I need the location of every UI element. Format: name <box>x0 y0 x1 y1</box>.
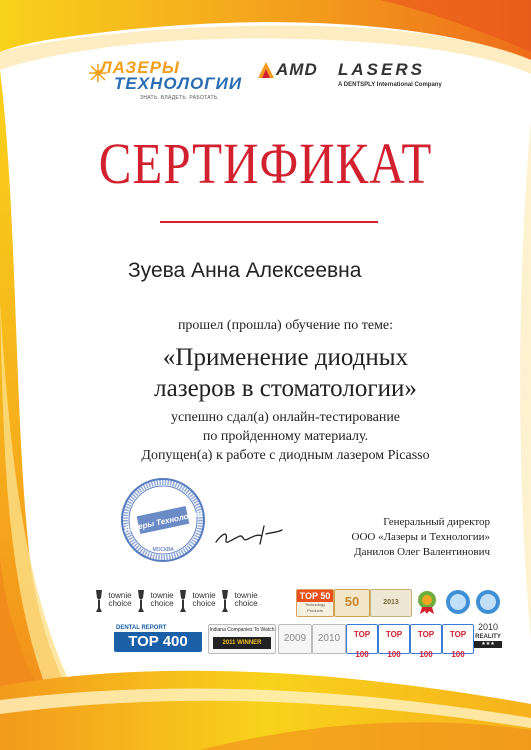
reality-year: 2010 <box>477 622 499 632</box>
top50-sub: Technology Products <box>304 602 326 613</box>
trophy-icon <box>94 588 104 614</box>
lazery-tekhnologii-logo <box>88 58 243 102</box>
fifty-award-badge <box>334 589 370 617</box>
top100-label-1: TOP 100 <box>353 630 371 659</box>
townie-label-2: townie choice <box>150 591 174 608</box>
trophy-icon <box>220 588 230 614</box>
director-org: ООО «Лазеры и Технологии» <box>351 531 490 543</box>
townie-choice-badge <box>218 586 262 616</box>
townie-label-1: townie choice <box>108 591 132 608</box>
award-ribbon-icon <box>412 589 442 615</box>
amd-lasers-logo <box>256 58 456 92</box>
logo-line1: ЛАЗЕРЫ <box>100 58 180 77</box>
top100-label-2: TOP 100 <box>385 630 403 659</box>
best-products-2009-badge <box>278 624 312 654</box>
director-title: Генеральный директор <box>383 516 490 528</box>
reality-stars: ★★★ <box>474 641 502 648</box>
stamp-bottom-text: МОСКВА <box>152 547 174 553</box>
dental-report-label: DENTAL REPORT <box>114 624 202 632</box>
indiana-label: Indiana Companies To Watch <box>209 627 275 633</box>
amd-subtitle: A DENTSPLY International Company <box>338 82 442 88</box>
title-divider <box>160 221 378 223</box>
topic-line2: лазеров в стоматологии» <box>154 375 417 402</box>
completion-text <box>0 408 531 465</box>
best-products-year-2010: 2010 <box>317 633 341 644</box>
body-line2: по пройденному материалу. <box>202 429 369 444</box>
top100-badge <box>378 624 410 659</box>
top50-badge <box>296 589 334 617</box>
amd-flame-icon <box>256 60 276 80</box>
cellerant-badge <box>370 589 412 617</box>
green-award-badge <box>412 589 442 615</box>
townie-label-4: townie choice <box>234 591 258 608</box>
director-signature <box>214 514 284 554</box>
award-50-label: 50 <box>344 594 360 609</box>
indiana-winner-badge <box>208 624 276 654</box>
trophy-icon <box>136 588 146 614</box>
seal-icon <box>444 589 472 615</box>
cellerant-year: 2013 <box>383 599 399 606</box>
top100-label-3: TOP 100 <box>417 630 435 659</box>
reality-label: REALITY <box>475 634 501 640</box>
intro-text: прошел (прошла) обучение по теме: <box>177 318 394 333</box>
dental-report-top400-badge <box>114 624 202 652</box>
trophy-icon <box>178 588 188 614</box>
best-products-2010-badge <box>312 624 346 654</box>
townie-choice-badge <box>92 586 136 616</box>
seal-icon <box>474 589 502 615</box>
logo-line2: ТЕХНОЛОГИИ <box>114 74 243 93</box>
body-line3: Допущен(а) к работе с диодным лазером Picasso <box>141 448 430 463</box>
blue-seal-badge <box>474 589 502 615</box>
director-name: Данилов Олег Валентинович <box>354 546 490 558</box>
director-block <box>290 515 490 560</box>
certificate-title: СЕРТИФИКАТ <box>98 131 433 197</box>
logo-tagline: ЗНАТЬ. ВЛАДЕТЬ. РАБОТАТЬ. <box>140 95 220 101</box>
townie-choice-badge <box>176 586 220 616</box>
amd-brand: AMD <box>276 60 318 79</box>
townie-label-3: townie choice <box>192 591 216 608</box>
course-topic <box>0 342 531 404</box>
top50-label: TOP 50 <box>297 590 333 602</box>
top400-label: TOP 400 <box>128 633 188 650</box>
amd-product: LASERS <box>338 60 425 79</box>
stamp-center-text: Лазеры Технологии <box>123 508 204 535</box>
top100-badge <box>442 624 474 659</box>
top100-badge <box>410 624 442 659</box>
winner-label: 2011 WINNER <box>213 637 271 649</box>
top100-badge <box>346 624 378 659</box>
body-line1: успешно сдал(а) онлайн-тестирование <box>170 410 401 425</box>
recipient-name: Зуева Анна Алексеевна <box>128 259 362 282</box>
topic-line1: «Применение диодных <box>162 344 409 371</box>
reality-2010-badge <box>474 622 502 652</box>
blue-seal-badge <box>444 589 472 615</box>
townie-choice-badge <box>134 586 178 616</box>
company-stamp <box>120 477 206 563</box>
best-products-year-2009: 2009 <box>283 633 307 644</box>
top100-label-4: TOP 100 <box>449 630 467 659</box>
